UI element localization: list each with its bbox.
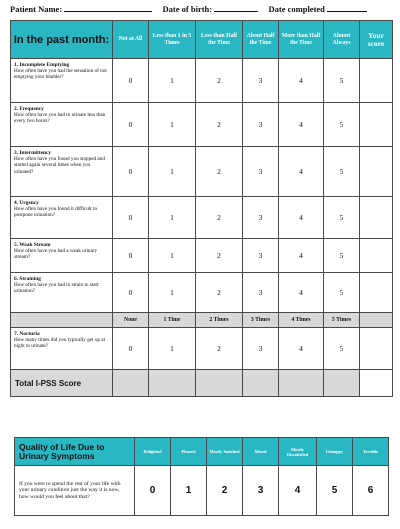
question-title: 4. Urgency (14, 200, 39, 206)
qol-option[interactable]: 6 (353, 466, 389, 516)
col-none: None (113, 313, 149, 328)
patient-name-label: Patient Name: (10, 4, 63, 14)
answer-option[interactable]: 1 (149, 59, 196, 103)
ipss-table (10, 20, 393, 397)
answer-option[interactable]: 4 (279, 147, 324, 197)
question-cell (11, 147, 113, 197)
answer-option[interactable]: 2 (196, 197, 243, 239)
question-text: How often have you had to strain to start urination? (14, 282, 99, 295)
ipss-title: In the past month: (11, 21, 113, 59)
answer-option[interactable]: 0 (113, 328, 149, 370)
dob-label: Date of birth: (162, 4, 213, 14)
score-field[interactable] (360, 103, 393, 147)
answer-option[interactable]: 0 (113, 147, 149, 197)
question-title: 2. Frequency (14, 106, 44, 112)
date-completed-label: Date completed (268, 4, 325, 14)
blank-cell (360, 313, 393, 328)
blank-cell (196, 370, 243, 397)
col-1-time: 1 Time (149, 313, 196, 328)
question-text: How often have you found you stopped and started again several times when you urinated? (14, 156, 105, 175)
col-terrible: Terrible (353, 438, 389, 466)
question-title: 1. Incomplete Emptying (14, 62, 70, 68)
dob-field[interactable] (214, 2, 258, 12)
answer-option[interactable]: 2 (196, 273, 243, 313)
answer-option[interactable]: 1 (149, 328, 196, 370)
blank-cell (113, 370, 149, 397)
answer-option[interactable]: 3 (243, 147, 279, 197)
answer-option[interactable]: 5 (324, 239, 360, 273)
col-5-times: 5 Times (324, 313, 360, 328)
answer-option[interactable]: 4 (279, 197, 324, 239)
question-text: How many times did you typically get up at night to urinate? (14, 337, 106, 350)
answer-option[interactable]: 3 (243, 328, 279, 370)
col-unhappy: Unhappy (317, 438, 353, 466)
question-title: 7. Nocturia (14, 331, 40, 337)
patient-header (10, 2, 392, 18)
question-title: 3. Intermittency (14, 150, 52, 156)
question-text: How often have you had the sensation of not emptying your bladder? (14, 68, 107, 81)
col-almost-always: Almost Always (324, 21, 360, 59)
total-row (11, 370, 393, 397)
question-cell (11, 239, 113, 273)
qol-title: Quality of Life Due to Urinary Symptoms (15, 438, 135, 466)
question-row (11, 103, 393, 147)
qol-question-row (15, 466, 389, 516)
answer-option[interactable]: 3 (243, 239, 279, 273)
date-completed-field[interactable] (327, 2, 367, 12)
question-text: How often have you had to urinate less than every two hours? (14, 112, 106, 125)
score-field[interactable] (360, 328, 393, 370)
total-score-field[interactable] (360, 370, 393, 397)
answer-option[interactable]: 5 (324, 197, 360, 239)
col-mixed: Mixed (243, 438, 279, 466)
answer-option[interactable]: 4 (279, 59, 324, 103)
blank-cell (11, 313, 113, 328)
score-field[interactable] (360, 197, 393, 239)
question-title: 5. Weak Stream (14, 242, 51, 248)
answer-option[interactable]: 4 (279, 239, 324, 273)
col-more-than-half: More than Half the Time (279, 21, 324, 59)
answer-option[interactable]: 1 (149, 239, 196, 273)
question-text: How often have you had a weak urinary stream? (14, 248, 98, 261)
answer-option[interactable]: 5 (324, 59, 360, 103)
col-3-times: 3 Times (243, 313, 279, 328)
question-row (11, 328, 393, 370)
question-title: 6. Straining (14, 276, 41, 282)
col-mostly-dissatisfied: Mostly Dissatisfied (279, 438, 317, 466)
question-cell (11, 59, 113, 103)
score-field[interactable] (360, 147, 393, 197)
quality-of-life-table (14, 437, 389, 516)
answer-option[interactable]: 2 (196, 328, 243, 370)
answer-option[interactable]: 3 (243, 273, 279, 313)
patient-name-field[interactable] (64, 2, 152, 12)
answer-option[interactable]: 4 (279, 328, 324, 370)
col-less-than-1-in-5: Less than 1 in 5 Times (149, 21, 196, 59)
answer-option[interactable]: 0 (113, 197, 149, 239)
question-cell (11, 103, 113, 147)
col-about-half: About Half the Time (243, 21, 279, 59)
answer-option[interactable]: 0 (113, 103, 149, 147)
question-row (11, 147, 393, 197)
question-row (11, 273, 393, 313)
answer-option[interactable]: 5 (324, 273, 360, 313)
answer-option[interactable]: 1 (149, 197, 196, 239)
answer-option[interactable]: 2 (196, 239, 243, 273)
question-cell (11, 273, 113, 313)
qol-option[interactable]: 4 (279, 466, 317, 516)
question-cell (11, 197, 113, 239)
answer-option[interactable]: 4 (279, 273, 324, 313)
question-row (11, 59, 393, 103)
answer-option[interactable]: 0 (113, 273, 149, 313)
answer-option[interactable]: 1 (149, 147, 196, 197)
question-cell (11, 328, 113, 370)
blank-cell (149, 370, 196, 397)
score-field[interactable] (360, 273, 393, 313)
question-row (11, 197, 393, 239)
answer-option[interactable]: 0 (113, 59, 149, 103)
qol-option[interactable]: 3 (243, 466, 279, 516)
qol-option[interactable]: 1 (171, 466, 207, 516)
answer-option[interactable]: 5 (324, 328, 360, 370)
total-ipss-label: Total I-PSS Score (11, 370, 113, 397)
col-your-score: Your score (360, 21, 393, 59)
answer-option[interactable]: 1 (149, 103, 196, 147)
answer-option[interactable]: 3 (243, 59, 279, 103)
answer-option[interactable]: 2 (196, 103, 243, 147)
answer-option[interactable]: 0 (113, 239, 149, 273)
col-not-at-all: Not at All (113, 21, 149, 59)
col-less-than-half: Less than Half the Time (196, 21, 243, 59)
col-mostly-satisfied: Mostly Satisfied (207, 438, 243, 466)
col-2-times: 2 Times (196, 313, 243, 328)
blank-cell (279, 370, 324, 397)
answer-option[interactable]: 2 (196, 147, 243, 197)
nocturia-header-row (11, 313, 393, 328)
answer-option[interactable]: 4 (279, 103, 324, 147)
answer-option[interactable]: 3 (243, 103, 279, 147)
col-4-times: 4 Times (279, 313, 324, 328)
score-field[interactable] (360, 239, 393, 273)
answer-option[interactable]: 2 (196, 59, 243, 103)
qol-option[interactable]: 2 (207, 466, 243, 516)
col-pleased: Pleased (171, 438, 207, 466)
answer-option[interactable]: 3 (243, 197, 279, 239)
blank-cell (243, 370, 279, 397)
question-text: How often have you found it difficult to postpone urination? (14, 206, 98, 219)
score-field[interactable] (360, 59, 393, 103)
qol-option[interactable]: 5 (317, 466, 353, 516)
blank-cell (324, 370, 360, 397)
answer-option[interactable]: 1 (149, 273, 196, 313)
qol-option[interactable]: 0 (135, 466, 171, 516)
col-delighted: Delighted (135, 438, 171, 466)
qol-question: If you were to spend the rest of your life with your urinary condition just the way it is now, how would you feel about that? (15, 466, 135, 516)
question-row (11, 239, 393, 273)
answer-option[interactable]: 5 (324, 103, 360, 147)
answer-option[interactable]: 5 (324, 147, 360, 197)
